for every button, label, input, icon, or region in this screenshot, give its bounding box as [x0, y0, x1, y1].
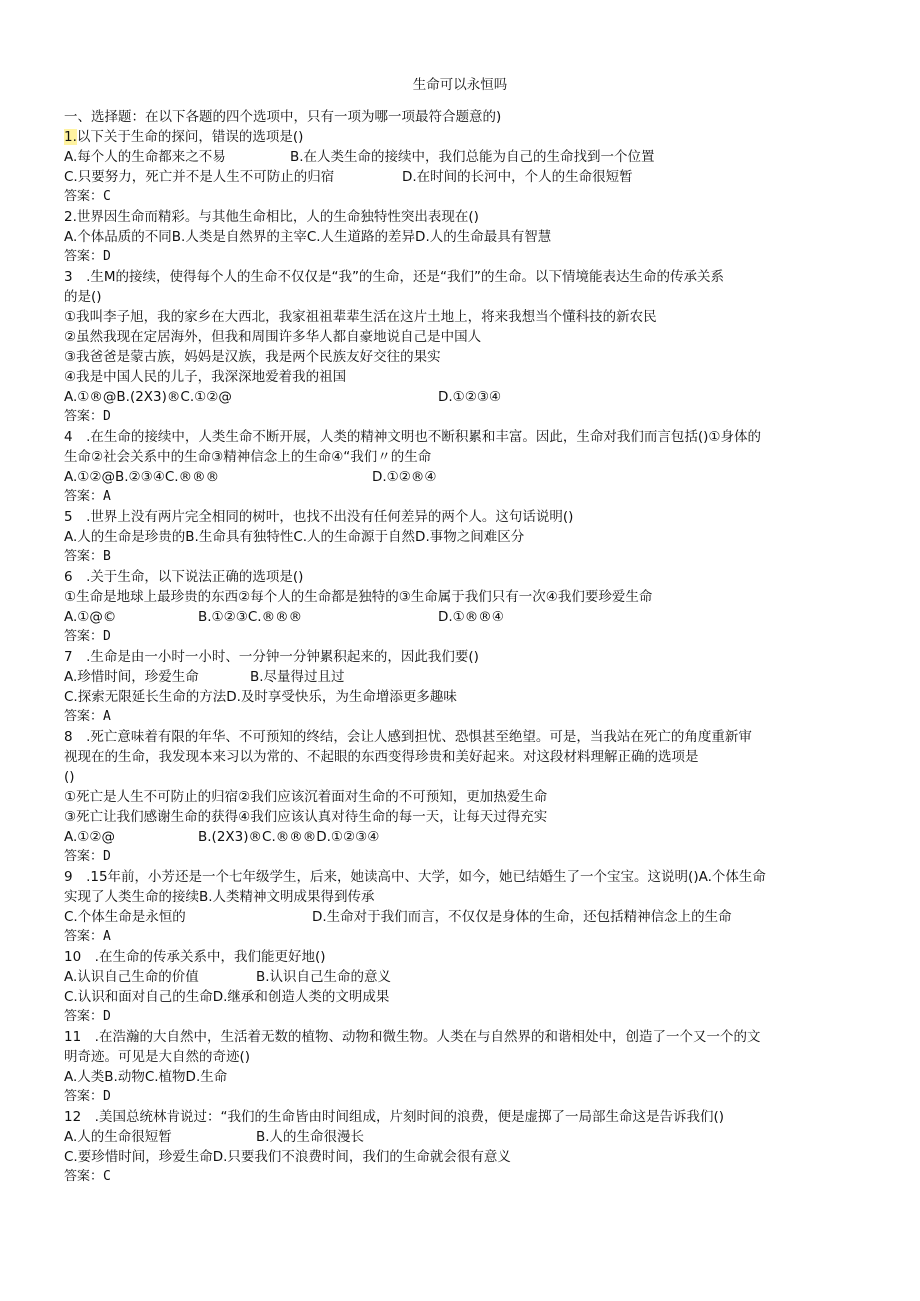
- question-3-item-3: ③我爸爸是蒙古族，妈妈是汉族，我是两个民族友好交往的果实: [64, 349, 441, 365]
- question-7-options-row-2: C.探索无限延长生命的方法D.及时享受快乐，为生命增添更多趣味: [64, 689, 457, 705]
- option-a: A.人的生命很短暂: [64, 1129, 172, 1145]
- option-b: B.人的生命很漫长: [256, 1129, 365, 1145]
- question-11-options: A.人类B.动物C.植物D.生命: [64, 1069, 228, 1085]
- option-a: A.每个人的生命都来之不易: [64, 149, 226, 165]
- option-d: D.①②③④: [438, 389, 502, 405]
- question-6-options: [64, 607, 864, 627]
- question-2-answer: 答案：D: [64, 249, 111, 264]
- question-4-options: [64, 467, 864, 487]
- option-d: D.①®®④: [438, 609, 504, 625]
- question-12-options-row-1: [64, 1127, 864, 1147]
- option-b-c: B.①②③C.®®®: [198, 609, 303, 625]
- question-1-text: 以下关于生命的探问，错误的选项是(): [76, 129, 304, 145]
- question-10-options-row-2: C.认识和面对自己的生命D.继承和创造人类的文明成果: [64, 989, 390, 1005]
- question-5-answer: 答案：B: [64, 549, 111, 564]
- question-3-item-2: ②虽然我现在定居海外，但我和周围许多华人都自豪地说自己是中国人: [64, 329, 482, 345]
- question-1-options-row-1: [64, 147, 864, 167]
- question-5-options: A.人的生命是珍贵的B.生命具有独特性C.人的生命源于自然D.事物之间难区分: [64, 529, 525, 545]
- option-b: B.尽量得过且过: [250, 669, 345, 685]
- option-b: B.认识自己生命的意义: [256, 969, 392, 985]
- question-12-stem: 12 .美国总统林肯说过：“我们的生命皆由时间组成，片刻时间的浪费，便是虚掷了一局部生命这是告诉我们(): [64, 1109, 724, 1125]
- question-8-item-2: ③死亡让我们感谢生命的获得④我们应该认真对待生命的每一天，让每天过得充实: [64, 809, 548, 825]
- question-6-items: ①生命是地球上最珍贵的东西②每个人的生命都是独特的③生命属于我们只有一次④我们要珍爱生命: [64, 589, 653, 605]
- question-1-stem: [64, 127, 864, 147]
- question-11-stem-line-1: 11 .在浩瀚的大自然中，生活着无数的植物、动物和微生物。人类在与自然界的和谐相处中，创造了一个又一个的文: [64, 1029, 761, 1045]
- option-a: A.①②@: [64, 829, 115, 845]
- option-d: D.生命对于我们而言，不仅仅是身体的生命，还包括精神信念上的生命: [312, 909, 732, 925]
- question-9-stem-line-1: 9 .15年前，小芳还是一个七年级学生，后来，她读高中、大学，如今，她已结婚生了一个宝宝。这说明()A.个体生命: [64, 869, 766, 885]
- question-3-options: [64, 387, 864, 407]
- question-8-item-1: ①死亡是人生不可防止的归宿②我们应该沉着面对生命的不可预知，更加热爱生命: [64, 789, 548, 805]
- document-title: 生命可以永恒吗: [412, 77, 508, 93]
- question-6-stem: 6 .关于生命，以下说法正确的选项是(): [64, 569, 304, 585]
- question-1-answer: 答案：C: [64, 189, 111, 204]
- option-c: C.个体生命是永恒的: [64, 909, 186, 925]
- question-3-stem-line-1: 3 .生M的接续，使得每个人的生命不仅仅是“我”的生命，还是“我们”的生命。以下情境能表达生命的传承关系: [64, 269, 725, 285]
- option-b-c-d: B.(2X3)®C.®®®D.①②③④: [198, 829, 380, 845]
- question-7-answer: 答案：A: [64, 709, 111, 724]
- question-3-item-1: ①我叫李子旭，我的家乡在大西北，我家祖祖辈辈生活在这片土地上，将来我想当个懂科技的新农民: [64, 309, 657, 325]
- question-5-stem: 5 .世界上没有两片完全相同的树叶，也找不出没有任何差异的两个人。这句话说明(): [64, 509, 574, 525]
- question-10-stem: 10 .在生命的传承关系中，我们能更好地(): [64, 949, 326, 965]
- option-d: D.在时间的长河中，个人的生命很短暂: [402, 169, 633, 185]
- question-3-stem-line-2: 的是(): [64, 289, 102, 305]
- question-4-stem-line-1: 4 .在生命的接续中，人类生命不断开展，人类的精神文明也不断积累和丰富。因此，生命对我们而言包括()①身体的: [64, 429, 762, 445]
- question-11-stem-line-2: 明奇迹。可见是大自然的奇迹(): [64, 1049, 251, 1065]
- option-a-b-c: A.①®@B.(2X3)®C.①②@: [64, 389, 232, 405]
- question-12-answer: 答案：C: [64, 1169, 111, 1184]
- option-c: C.只要努力，死亡并不是人生不可防止的归宿: [64, 169, 335, 185]
- option-a: A.珍惜时间，珍爱生命: [64, 669, 199, 685]
- question-8-stem-line-2: 视现在的生命，我发现本来习以为常的、不起眼的东西变得珍贵和美好起来。对这段材料理解正确的选项是: [64, 749, 699, 765]
- question-1-options-row-2: [64, 167, 864, 187]
- option-a: A.①@©: [64, 609, 117, 625]
- question-2-stem: 2.世界因生命而精彩。与其他生命相比，人的生命独特性突出表现在(): [64, 209, 479, 225]
- option-b: B.在人类生命的接续中，我们总能为自己的生命找到一个位置: [290, 149, 655, 165]
- option-a: A.认识自己生命的价值: [64, 969, 199, 985]
- option-d: D.①②®④: [372, 469, 437, 485]
- question-6-answer: 答案：D: [64, 629, 111, 644]
- question-7-stem: 7 .生命是由一小时一小时、一分钟一分钟累积起来的，因此我们要(): [64, 649, 479, 665]
- question-8-answer: 答案：D: [64, 849, 111, 864]
- question-3-answer: 答案：D: [64, 409, 111, 424]
- question-9-stem-line-2: 实现了人类生命的接续B.人类精神文明成果得到传承: [64, 889, 375, 905]
- question-3-item-4: ④我是中国人民的儿子，我深深地爱着我的祖国: [64, 369, 347, 385]
- question-12-options-row-2: C.要珍惜时间，珍爱生命D.只要我们不浪费时间，我们的生命就会很有意义: [64, 1149, 511, 1165]
- question-10-options-row-1: [64, 967, 864, 987]
- question-4-answer: 答案：A: [64, 489, 111, 504]
- question-4-stem-line-2: 生命②社会关系中的生命③精神信念上的生命④“我们〃的生命: [64, 449, 432, 465]
- question-8-stem-line-1: 8 .死亡意味着有限的年华、不可预知的终结，会让人感到担忧、恐惧甚至绝望。可是，当我站在死亡的角度重新审: [64, 729, 752, 745]
- question-7-options-row-1: [64, 667, 864, 687]
- question-11-answer: 答案：D: [64, 1089, 111, 1104]
- question-10-answer: 答案：D: [64, 1009, 111, 1024]
- question-list: [64, 107, 864, 1187]
- question-8-options: [64, 827, 864, 847]
- option-a-b-c: A.①②@B.②③④C.®®®: [64, 469, 220, 485]
- question-9-answer: 答案：A: [64, 929, 111, 944]
- question-2-options: A.个体品质的不同B.人类是自然界的主宰C.人生道路的差异D.人的生命最具有智慧: [64, 229, 552, 245]
- question-1-number: 1.: [64, 129, 77, 145]
- question-8-stem-line-3: (): [64, 769, 75, 785]
- section-heading: 一、选择题：在以下各题的四个选项中，只有一项为哪一项最符合题意的): [64, 109, 502, 125]
- question-9-options: [64, 907, 864, 927]
